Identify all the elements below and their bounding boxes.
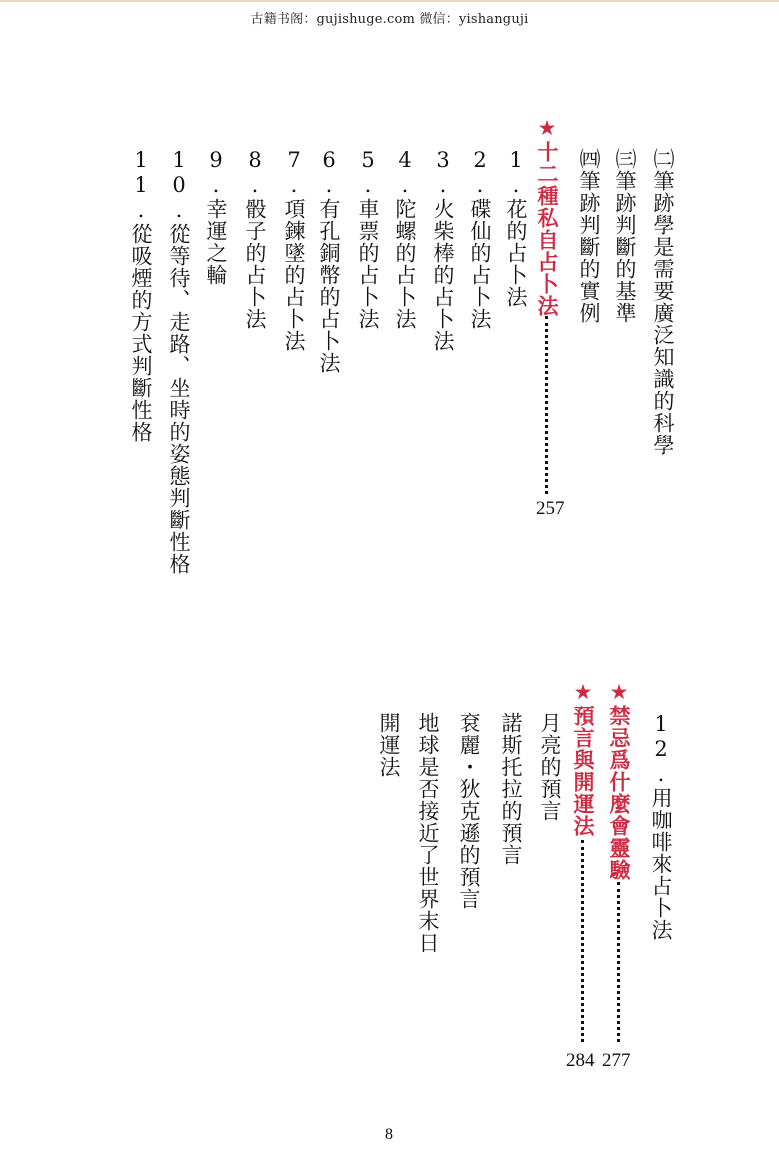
toc-item: 12.用咖啡來占卜法 [649, 712, 673, 941]
star-icon: ★ [607, 680, 631, 705]
star-icon: ★ [571, 680, 595, 705]
toc-subitem: 諾斯托拉的預言 [499, 712, 523, 866]
toc-item: 6.有孔銅幣的占卜法 [317, 148, 341, 374]
page-folio: 8 [385, 1126, 393, 1143]
star-icon: ★ [535, 116, 559, 141]
leader-dots [617, 882, 620, 1042]
section-heading-taboo [608, 680, 630, 881]
toc-item: 4.陀螺的占卜法 [393, 148, 417, 330]
toc-subitem: 月亮的預言 [538, 712, 562, 822]
toc-entry: ㈡筆跡學是需要廣泛知識的科學 [651, 148, 675, 456]
section-heading-private-divination [536, 116, 558, 317]
toc-item: 8.骰子的占卜法 [243, 148, 267, 330]
toc-item: 3.火柴棒的占卜法 [431, 148, 455, 352]
toc-item: 7.項鍊墜的占卜法 [282, 148, 306, 352]
page-number: 277 [602, 1050, 631, 1071]
page-number: 284 [566, 1050, 595, 1071]
watermark-header: 古籍书阁：gujishuge.com 微信：yishanguji [250, 12, 529, 27]
heading-text: 十二種私自占卜法 [535, 141, 560, 317]
page-number: 257 [536, 498, 565, 519]
heading-text: 禁忌爲什麼會靈驗 [607, 705, 632, 881]
top-border [0, 0, 779, 2]
toc-subitem: 地球是否接近了世界末日 [416, 712, 440, 954]
toc-item: 9.幸運之輪 [204, 148, 228, 286]
toc-item: 5.車票的占卜法 [356, 148, 380, 330]
heading-text: 預言與開運法 [571, 705, 596, 837]
leader-dots [581, 840, 584, 1042]
leader-dots [545, 316, 548, 494]
toc-item: 11.從吸煙的方式判斷性格 [129, 148, 153, 443]
toc-item: 1.花的占卜法 [504, 148, 528, 308]
toc-item: 2.碟仙的占卜法 [468, 148, 492, 330]
toc-entry: ㈢筆跡判斷的基準 [613, 148, 637, 324]
toc-item: 10.從等待、走路、坐時的姿態判斷性格 [167, 148, 191, 575]
toc-subitem: 開運法 [377, 712, 401, 778]
section-heading-prophecy [572, 680, 594, 837]
toc-entry: ㈣筆跡判斷的實例 [577, 148, 601, 324]
toc-subitem: 袞麗・狄克遜的預言 [457, 712, 481, 910]
